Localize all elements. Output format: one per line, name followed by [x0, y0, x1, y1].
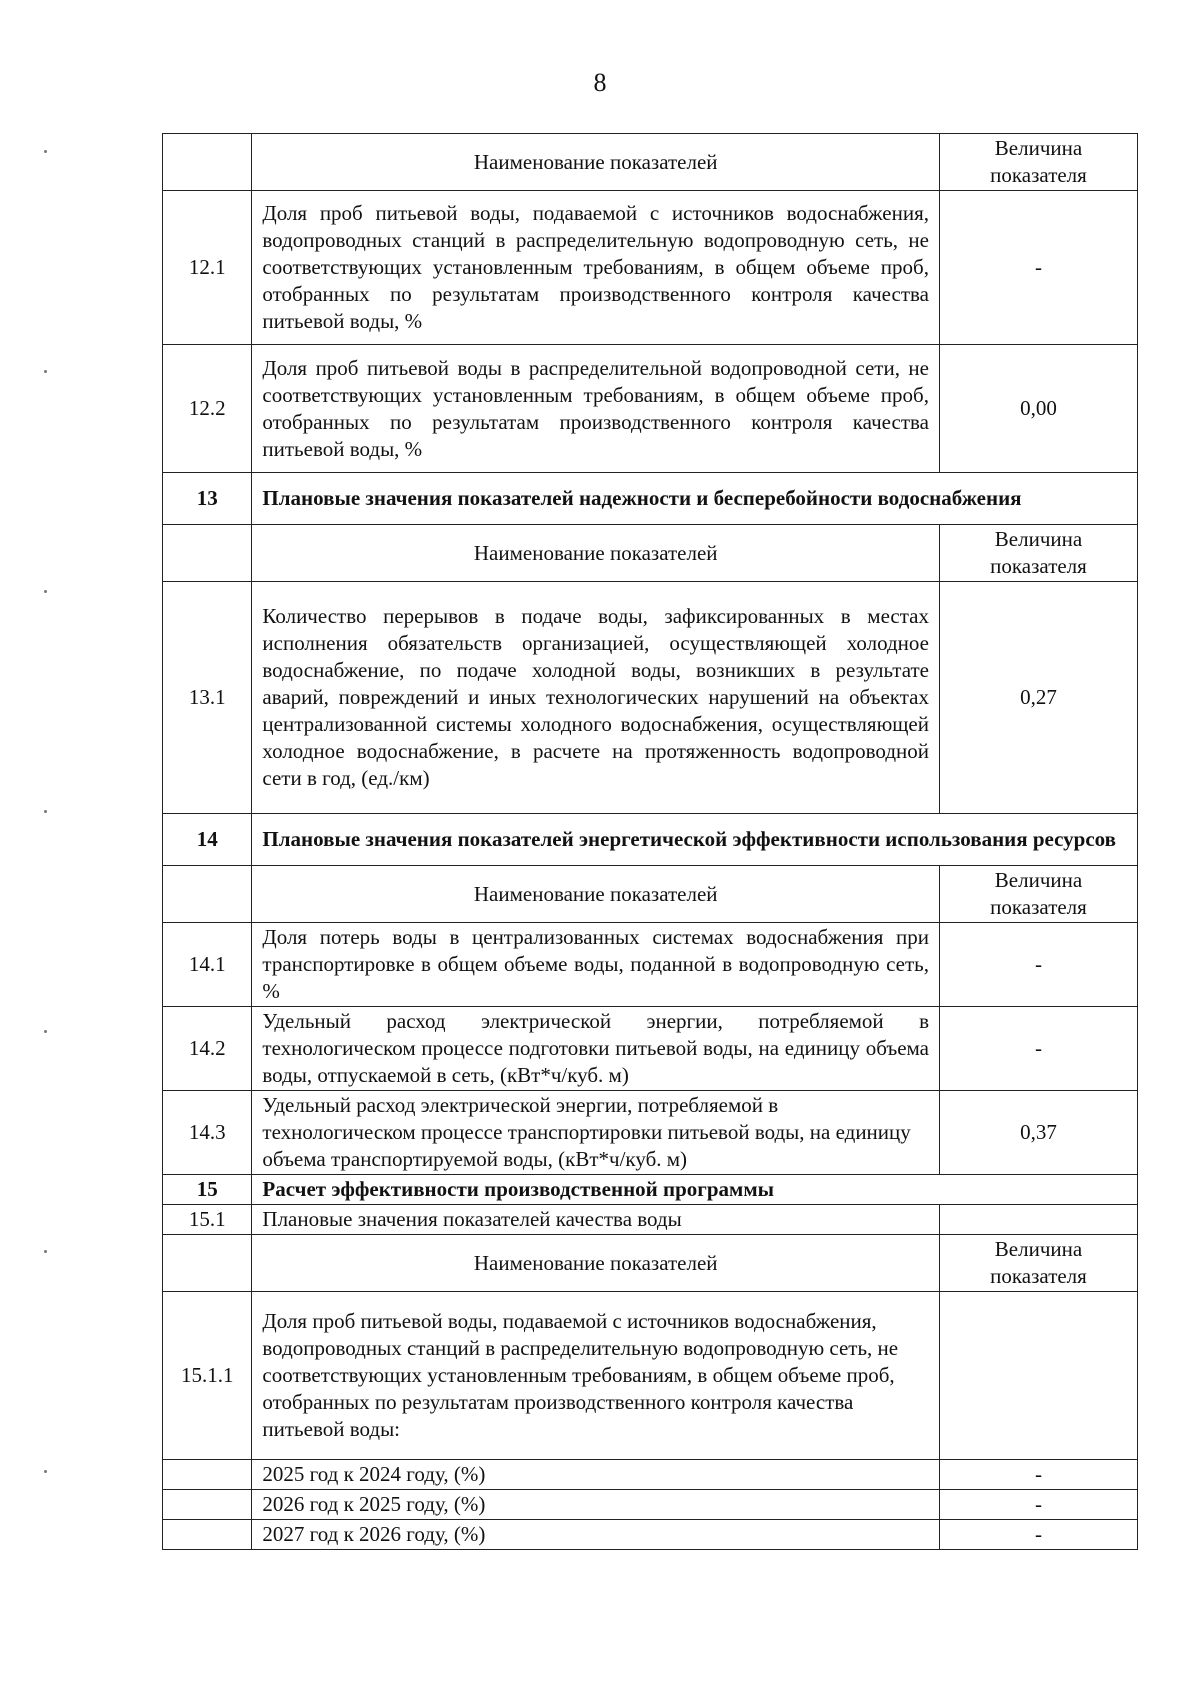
header-name-cell: Наименование показателей	[252, 525, 940, 582]
row-value	[940, 1205, 1138, 1235]
header-row	[163, 866, 1138, 923]
row-value: -	[940, 191, 1138, 345]
row-text: Удельный расход электрической энергии, потребляемой в технологическом процессе транспортировки питьевой воды, на единицу объема транспортируемой воды, (кВт*ч/куб. м)	[252, 1091, 940, 1175]
header-name-cell: Наименование показателей	[252, 866, 940, 923]
section-title: Расчет эффективности производственной программы	[252, 1175, 1138, 1205]
row-number: 15.1	[163, 1205, 252, 1235]
row-text: Количество перерывов в подаче воды, зафиксированных в местах исполнения обязательств организацией, осуществляющей холодное водоснабжение, по подаче холодной воды, возникших в результате аварий, повреждений и иных технологических нарушений на объектах централизованной системы холодного водоснабжения, осуществляющей холодное водоснабжение, в расчете на протяженность водопроводной сети в год, (ед./км)	[252, 582, 940, 814]
margin-mark	[44, 370, 47, 373]
header-name-cell: Наименование показателей	[252, 1235, 940, 1292]
row-text: Доля проб питьевой воды в распределительной водопроводной сети, не соответствующих установленным требованиям, в общем объеме проб, отобранных по результатам производственного контроля качества питьевой воды, %	[252, 345, 940, 473]
row-number: 14.2	[163, 1007, 252, 1091]
row-value: -	[940, 1490, 1138, 1520]
table-row	[163, 1205, 1138, 1235]
row-number	[163, 1460, 252, 1490]
margin-mark	[44, 590, 47, 593]
row-value: -	[940, 923, 1138, 1007]
row-value: 0,27	[940, 582, 1138, 814]
row-value	[940, 1292, 1138, 1460]
row-number: 14.3	[163, 1091, 252, 1175]
margin-mark	[44, 1250, 47, 1253]
table-row	[163, 345, 1138, 473]
row-number: 13.1	[163, 582, 252, 814]
header-num-cell	[163, 134, 252, 191]
header-value-cell: Величина показателя	[940, 525, 1138, 582]
section-number: 14	[163, 814, 252, 866]
row-text: Доля проб питьевой воды, подаваемой с источников водоснабжения, водопроводных станций в распределительную водопроводную сеть, не соответствующих установленным требованиям, в общем объеме проб, отобранных по результатам производственного контроля качества питьевой воды:	[252, 1292, 940, 1460]
row-number: 14.1	[163, 923, 252, 1007]
row-value: 0,37	[940, 1091, 1138, 1175]
table-row	[163, 923, 1138, 1007]
section-title: Плановые значения показателей надежности и бесперебойности водоснабжения	[252, 473, 1138, 525]
margin-mark	[44, 1470, 47, 1473]
row-value: -	[940, 1520, 1138, 1550]
section-title: Плановые значения показателей энергетической эффективности использования ресурсов	[252, 814, 1138, 866]
row-number: 12.2	[163, 345, 252, 473]
header-value-cell: Величина показателя	[940, 1235, 1138, 1292]
header-value-cell: Величина показателя	[940, 866, 1138, 923]
row-number	[163, 1520, 252, 1550]
header-name-cell: Наименование показателей	[252, 134, 940, 191]
page-number: 8	[593, 68, 607, 97]
header-num-cell	[163, 1235, 252, 1292]
header-num-cell	[163, 866, 252, 923]
table-row	[163, 1292, 1138, 1460]
header-num-cell	[163, 525, 252, 582]
section-row	[163, 1175, 1138, 1205]
row-text: Плановые значения показателей качества воды	[252, 1205, 940, 1235]
row-text: Удельный расход электрической энергии, потребляемой в технологическом процессе подготовки питьевой воды, на единицу объема воды, отпускаемой в сеть, (кВт*ч/куб. м)	[252, 1007, 940, 1091]
row-value: 0,00	[940, 345, 1138, 473]
section-number: 13	[163, 473, 252, 525]
row-text: Доля проб питьевой воды, подаваемой с источников водоснабжения, водопроводных станций в распределительную водопроводную сеть, не соответствующих установленным требованиям, в общем объеме проб, отобранных по результатам производственного контроля качества питьевой воды, %	[252, 191, 940, 345]
table-row	[163, 1460, 1138, 1490]
row-number: 12.1	[163, 191, 252, 345]
row-text: 2025 год к 2024 году, (%)	[252, 1460, 940, 1490]
table-row	[163, 582, 1138, 814]
row-text: Доля потерь воды в централизованных системах водоснабжения при транспортировке в общем объеме воды, поданной в водопроводную сеть, %	[252, 923, 940, 1007]
row-number	[163, 1490, 252, 1520]
row-text: 2026 год к 2025 году, (%)	[252, 1490, 940, 1520]
row-number: 15.1.1	[163, 1292, 252, 1460]
row-text: 2027 год к 2026 году, (%)	[252, 1520, 940, 1550]
header-row	[163, 525, 1138, 582]
margin-mark	[44, 1030, 47, 1033]
header-row	[163, 134, 1138, 191]
header-row	[163, 1235, 1138, 1292]
table-row	[163, 1091, 1138, 1175]
section-number: 15	[163, 1175, 252, 1205]
table-row	[163, 1520, 1138, 1550]
table-row	[163, 191, 1138, 345]
row-value: -	[940, 1460, 1138, 1490]
table-row	[163, 1007, 1138, 1091]
indicators-table	[162, 133, 1138, 1550]
section-row	[163, 473, 1138, 525]
row-value: -	[940, 1007, 1138, 1091]
table-row	[163, 1490, 1138, 1520]
section-row	[163, 814, 1138, 866]
margin-mark	[44, 150, 47, 153]
margin-mark	[44, 810, 47, 813]
header-value-cell: Величина показателя	[940, 134, 1138, 191]
